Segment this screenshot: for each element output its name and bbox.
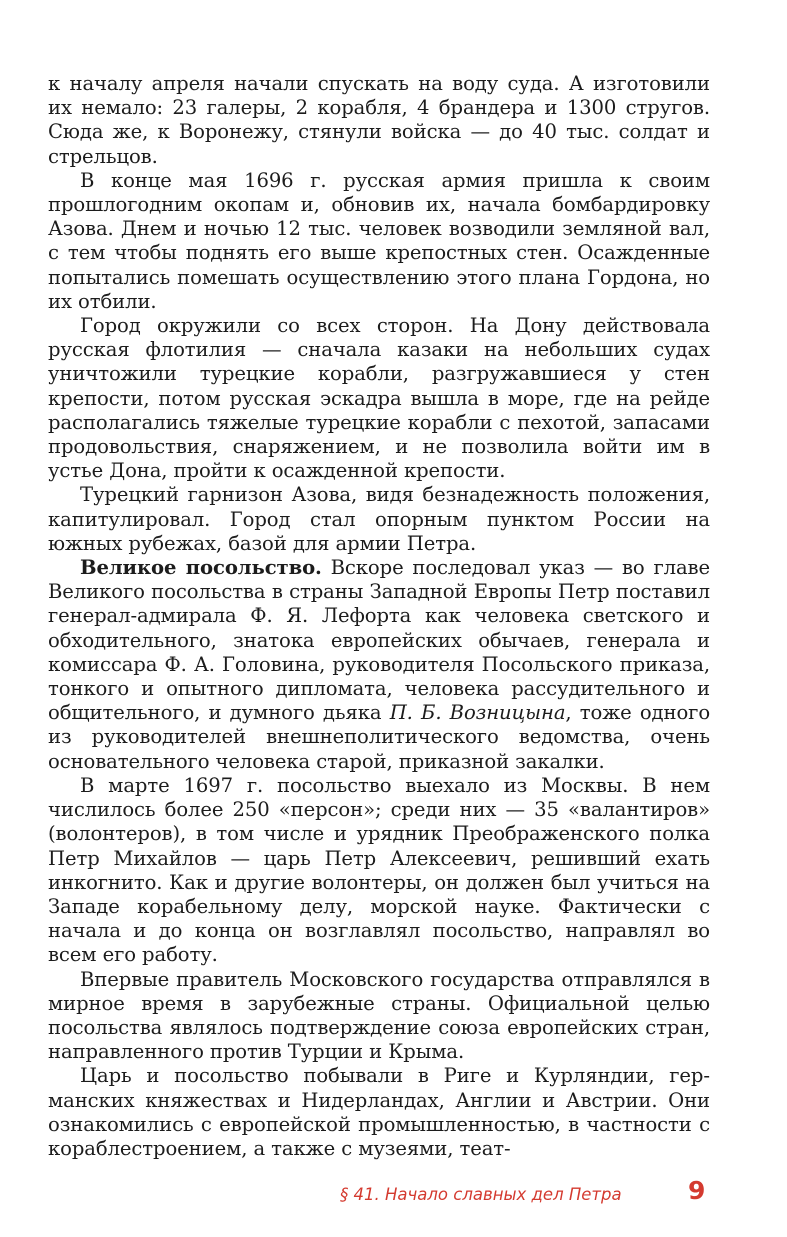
embassy-text-part-2: , тоже одного из руководителей внешнеполитического ведомства, очень основательного человека старой, приказной закалки. [48, 701, 711, 773]
page-number: 9 [688, 1176, 706, 1205]
body-text [48, 72, 710, 1161]
paragraph-1: к началу апреля начали спускать на воду суда. А изготовили их немало: 23 галеры, 2 корабля, 4 брандера и 1300 стругов. Сюда же, к Воронежу, стянули войска — до 40 тыс. солдат и стрельцов. [48, 72, 710, 168]
paragraph-grand-embassy [48, 556, 710, 774]
running-footer-title: § 41. Начало славных дел Петра [340, 1185, 622, 1204]
paragraph-3: Город окружили со всех сторон. На Дону действовала русская флотилия — сначала казаки на небольших судах уничтожили турецкие корабли, разгружавшиеся у стен крепости, потом русская эскадра вышла в море, где на рейде располагались тяжелые турецкие корабли с пехотой, запасами продовольствия, снаряжением, и не позволила войти им в устье Дона, пройти к осажденной крепости. [48, 314, 710, 483]
paragraph-7: Впервые правитель Московского государства отправлялся в мирное время в зарубежные страны. Официальной целью посольства являлось подтверждение союза европейских стран, направленного против Турции и Крыма. [48, 967, 710, 1064]
paragraph-6: В марте 1697 г. посольство выехало из Москвы. В нем числилось более 250 «персон»; среди них — 35 «валантиров» (волонтеров), в том числе и урядник Преображенского полка Петр Михайлов — царь Петр Алексеевич, решивший ехать инкогнито. Как и другие волонтеры, он должен был учиться на Западе корабельному делу, морской науке. Фактически с начала и до конца он возглавлял посольство, направлял во всем его работу. [48, 773, 710, 967]
embassy-text-part-1: Вскоре последовал указ — во главе Великого посольства в страны Западной Европы Петр поставил генерал-адмирала Ф. Я. Лефорта как человека светского и обходительного, знатока европейских обычаев, генерала и комиссара Ф. А. Головина, руководителя Посольского приказа, тонкого и опытного дипломата, человека рассудительного и общительного, и думного дьяка [48, 556, 710, 725]
paragraph-8: Царь и посольство побывали в Риге и Курляндии, германских княжествах и Нидерландах, Англии и Австрии. Они ознакомились с европейской промышленностью, в частности с кораблестроением, а также с музеями, теат- [48, 1064, 710, 1160]
embassy-italic-name: П. Б. Возницына [389, 701, 566, 725]
paragraph-2: В конце мая 1696 г. русская армия пришла к своим прошлогодним окопам и, обновив их, начала бомбардировку Азова. Днем и ночью 12 тыс. человек возводили земляной вал, с тем чтобы поднять его выше крепостных стен. Осажденные попытались помешать осуществлению этого плана Гордона, но их отбили. [48, 168, 710, 313]
section-heading: Великое посольство. [80, 556, 322, 580]
paragraph-4: Турецкий гарнизон Азова, видя безнадежность положения, капитулировал. Город стал опорным пунктом России на южных рубежах, базой для армии Петра. [48, 483, 710, 555]
